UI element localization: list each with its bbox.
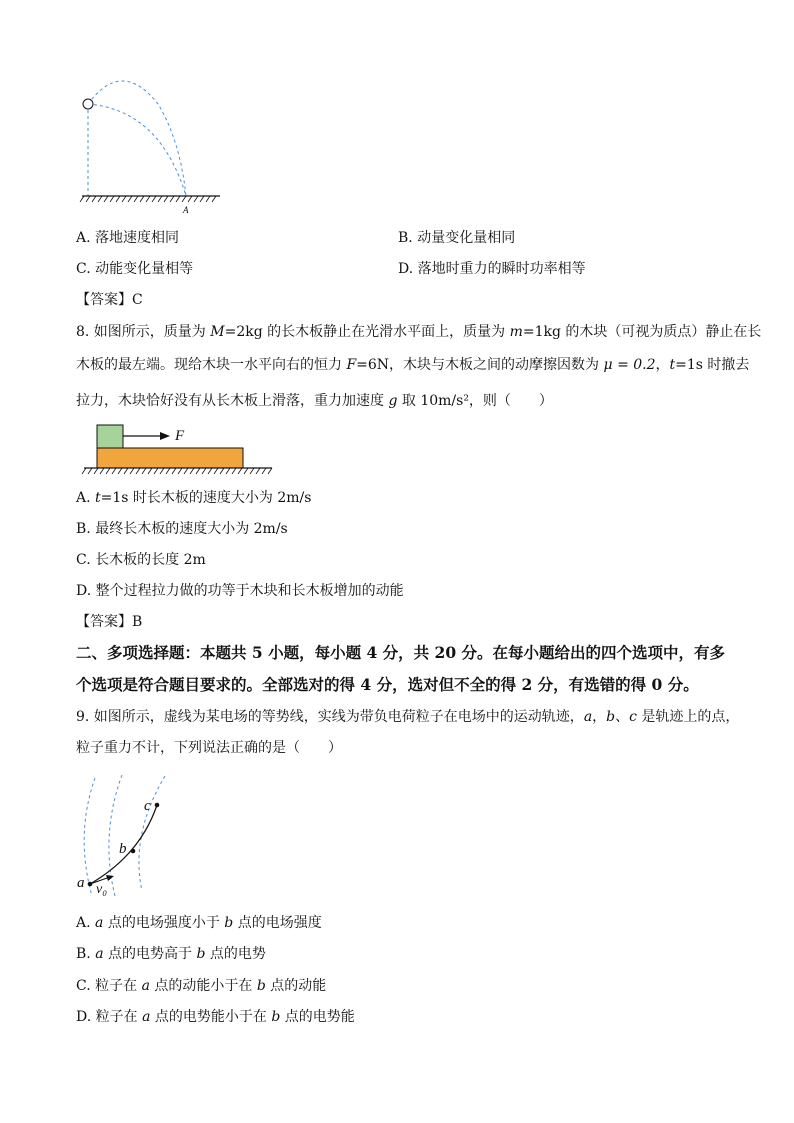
q7-option-a: A. 落地速度相同 xyxy=(76,230,180,246)
q9-stem-line1: 9. 如图所示，虚线为某电场的等势线，实线为带负电荷粒子在电场中的运动轨迹，a，b、c 是轨迹上的点， xyxy=(76,709,740,725)
q7-option-c: C. 动能变化量相等 xyxy=(76,261,194,277)
q8-stem-line3: 拉力，木块恰好没有从长木板上滑落，重力加速度 g 取 10m/s²，则（ ） xyxy=(76,393,553,409)
equipotential-line-1 xyxy=(84,778,95,896)
equipotential-line-3 xyxy=(139,776,165,891)
mu-expression: μ = 0.2 xyxy=(603,357,656,373)
force-label: F xyxy=(175,428,185,444)
q9-option-a: A. a 点的电场强度小于 b 点的电场强度 xyxy=(76,915,322,931)
label-b: b xyxy=(119,841,127,857)
q8-option-c: C. 长木板的长度 2m xyxy=(76,552,206,568)
q8-answer: 【答案】B xyxy=(76,614,143,630)
point-c xyxy=(155,803,160,808)
q9-option-c: C. 粒子在 a 点的动能小于在 b 点的动能 xyxy=(76,978,327,994)
q8-stem-line2: 木板的最左端。现给木块一水平向右的恒力 F=6N，木块与木板之间的动摩擦因数为 μ = 0.2，t=1s 时撤去 xyxy=(76,357,750,373)
q8-stem-line1: 8. 如图所示，质量为 M=2kg 的长木板静止在光滑水平面上，质量为 m=1kg 的木块（可视为质点）静止在长 xyxy=(76,324,762,340)
section2-heading-line2: 个选项是符合题目要求的。全部选对的得 4 分，选对但不全的得 2 分，有选错的得 0 分。 xyxy=(76,675,699,694)
velocity-arrow-head xyxy=(106,875,114,881)
point-a-label: A xyxy=(183,205,189,215)
q7-option-b: B. 动量变化量相同 xyxy=(398,230,516,246)
q9-option-b: B. a 点的电势高于 b 点的电势 xyxy=(76,946,266,962)
q7-answer: 【答案】C xyxy=(76,292,143,308)
label-a: a xyxy=(77,875,85,891)
section2-heading-line1: 二、多项选择题：本题共 5 小题，每小题 4 分，共 20 分。在每小题给出的四个选项中，有多 xyxy=(76,643,726,662)
q9-stem-line2: 粒子重力不计，下列说法正确的是（ ） xyxy=(76,740,342,756)
q9-option-d: D. 粒子在 a 点的电势能小于在 b 点的电势能 xyxy=(76,1009,355,1025)
label-v0: v₀ xyxy=(96,882,108,897)
q8-option-d: D. 整个过程拉力做的功等于木块和长木板增加的动能 xyxy=(76,583,404,599)
point-b xyxy=(131,849,136,854)
q8-option-b: B. 最终长木板的速度大小为 2m/s xyxy=(76,521,288,537)
q8-option-a: A. t=1s 时长木板的速度大小为 2m/s xyxy=(76,490,312,506)
label-c: c xyxy=(144,798,151,814)
q7-option-d: D. 落地时重力的瞬时功率相等 xyxy=(398,261,586,277)
